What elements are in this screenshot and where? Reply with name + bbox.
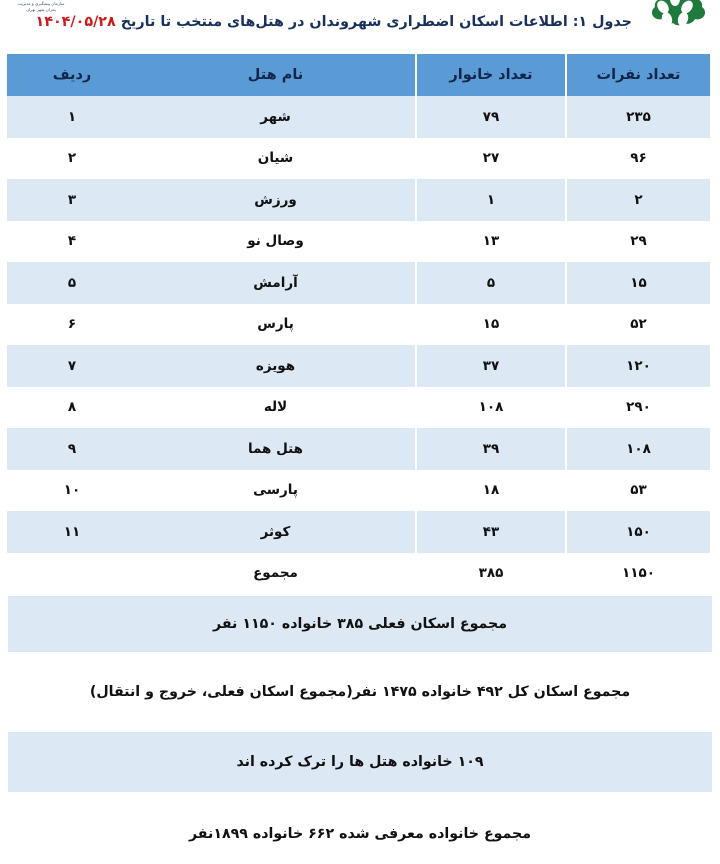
- table-row: [7, 470, 711, 512]
- table-total-row: [7, 553, 711, 595]
- cell-people: ۲۳۵: [566, 96, 711, 138]
- band-divider: [8, 792, 712, 804]
- cell-hotel-name: هویزه: [136, 345, 416, 387]
- cell-radif: ۴: [7, 221, 136, 263]
- cell-radif: ۳: [7, 179, 136, 221]
- hotel-occupancy-table-container: [8, 54, 712, 594]
- cell-hotel-name: آرامش: [136, 262, 416, 304]
- cell-people: ۲۹۰: [566, 387, 711, 429]
- cell-hotel-name: لاله: [136, 387, 416, 429]
- table-row: [7, 179, 711, 221]
- cell-families: ۲۷: [416, 138, 566, 180]
- cell-radif: ۷: [7, 345, 136, 387]
- table-row: [7, 428, 711, 470]
- cell-hotel-name: ورزش: [136, 179, 416, 221]
- page-title: [35, 14, 632, 30]
- cell-radif: ۸: [7, 387, 136, 429]
- summary-band-text: مجموع اسکان کل ۴۹۲ خانواده ۱۴۷۵ نفر(مجموع اسکان فعلی، خروج و انتقال): [89, 684, 631, 700]
- band-divider: [8, 720, 712, 732]
- cell-hotel-name: کوثر: [136, 511, 416, 553]
- cell-families: ۷۹: [416, 96, 566, 138]
- column-header-families: تعداد خانوار: [416, 54, 566, 96]
- table-row: [7, 345, 711, 387]
- cell-people: ۱۲۰: [566, 345, 711, 387]
- summary-bands: [8, 596, 712, 864]
- table-row: [7, 387, 711, 429]
- table-row: [7, 96, 711, 138]
- cell-hotel-name: شیان: [136, 138, 416, 180]
- total-radif-blank: [7, 553, 136, 595]
- table-row: [7, 262, 711, 304]
- table-header-row: [7, 54, 711, 96]
- cell-hotel-name: شهر: [136, 96, 416, 138]
- page-title-main: جدول ۱: اطلاعات اسکان اضطراری شهروندان در هتل‌های منتخب تا تاریخ: [120, 14, 632, 30]
- cell-hotel-name: وصال نو: [136, 221, 416, 263]
- band-divider: [8, 652, 712, 664]
- cell-people: ۱۵۰: [566, 511, 711, 553]
- cell-families: ۱۳: [416, 221, 566, 263]
- summary-band: [8, 732, 712, 792]
- cell-people: ۲۹: [566, 221, 711, 263]
- table-row: [7, 511, 711, 553]
- cell-families: ۳۷: [416, 345, 566, 387]
- cell-people: ۵۲: [566, 304, 711, 346]
- cell-families: ۳۹: [416, 428, 566, 470]
- cell-radif: ۱۰: [7, 470, 136, 512]
- cell-hotel-name: هتل هما: [136, 428, 416, 470]
- summary-band-text: مجموع خانواده معرفی شده ۶۶۲ خانواده ۱۸۹۹نفر: [188, 826, 532, 842]
- cell-families: ۱۵: [416, 304, 566, 346]
- document-header: [0, 0, 720, 46]
- cell-families: ۱: [416, 179, 566, 221]
- cell-hotel-name: پارسی: [136, 470, 416, 512]
- cell-radif: ۱۱: [7, 511, 136, 553]
- table-row: [7, 138, 711, 180]
- table-header: [7, 54, 711, 96]
- column-header-radif: ردیف: [7, 54, 136, 96]
- cell-radif: ۲: [7, 138, 136, 180]
- total-families: ۳۸۵: [416, 553, 566, 595]
- table-body: [7, 96, 711, 594]
- logo-left-line1: سازمان پیشگیری و مدیریت: [17, 1, 65, 6]
- page-title-date: ۱۴۰۴/۰۵/۲۸: [35, 14, 116, 30]
- cell-people: ۱۰۸: [566, 428, 711, 470]
- cell-radif: ۶: [7, 304, 136, 346]
- cell-people: ۵۳: [566, 470, 711, 512]
- summary-band-text: مجموع اسکان فعلی ۳۸۵ خانواده ۱۱۵۰ نفر: [213, 616, 507, 632]
- table-row: [7, 304, 711, 346]
- summary-band: [8, 596, 712, 652]
- cell-radif: ۵: [7, 262, 136, 304]
- logo-left-line2: بحران شهر تهران: [26, 6, 56, 12]
- column-header-people: تعداد نفرات: [566, 54, 711, 96]
- cell-families: ۵: [416, 262, 566, 304]
- summary-band-text: ۱۰۹ خانواده هتل ها را ترک کرده اند: [236, 754, 484, 770]
- table-row: [7, 221, 711, 263]
- cell-people: ۲: [566, 179, 711, 221]
- cell-families: ۱۰۸: [416, 387, 566, 429]
- cell-hotel-name: پارس: [136, 304, 416, 346]
- total-label: مجموع: [136, 553, 416, 595]
- cell-families: ۱۸: [416, 470, 566, 512]
- organization-emblem-icon: [638, 0, 712, 38]
- cell-radif: ۹: [7, 428, 136, 470]
- column-header-hotel: نام هتل: [136, 54, 416, 96]
- cell-radif: ۱: [7, 96, 136, 138]
- summary-band: [8, 804, 712, 864]
- total-people: ۱۱۵۰: [566, 553, 711, 595]
- cell-people: ۹۶: [566, 138, 711, 180]
- hotel-occupancy-table: [6, 54, 712, 594]
- cell-families: ۴۳: [416, 511, 566, 553]
- summary-band: [8, 664, 712, 720]
- cell-people: ۱۵: [566, 262, 711, 304]
